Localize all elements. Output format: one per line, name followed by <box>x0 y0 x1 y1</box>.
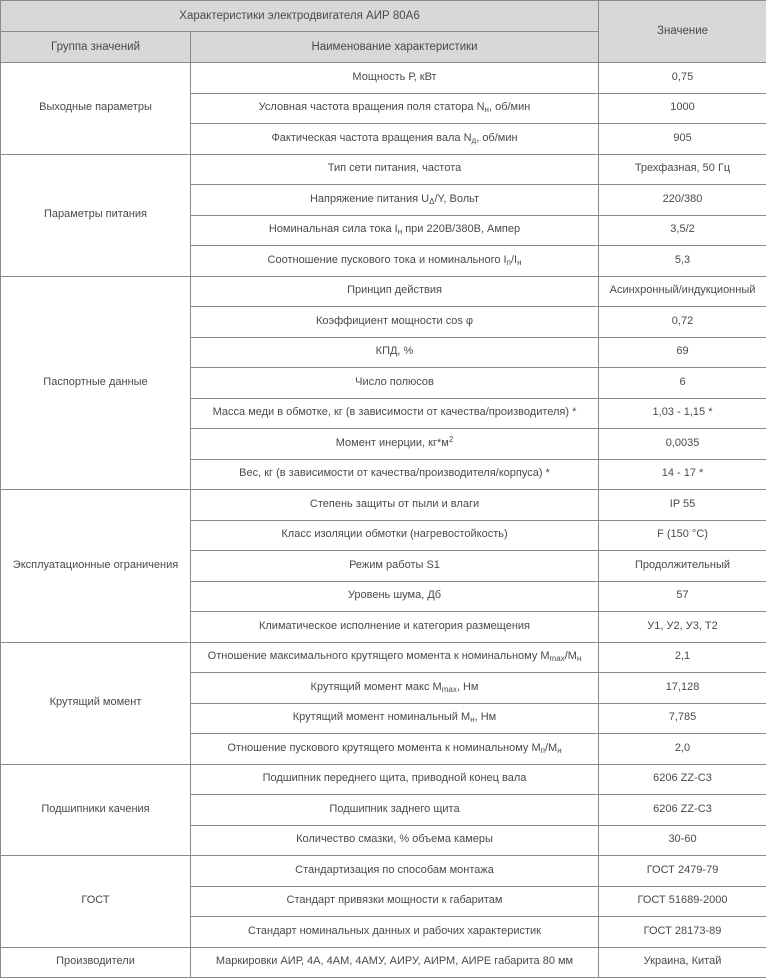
group-label: Параметры питания <box>1 154 191 276</box>
characteristic-name: Момент инерции, $кг*м^2$ <box>191 429 599 460</box>
characteristic-value: 6 <box>599 368 766 399</box>
characteristic-name: Подшипник переднего щита, приводной конец вала <box>191 764 599 795</box>
group-label: Производители <box>1 947 191 978</box>
characteristic-value: ГОСТ 2479-79 <box>599 856 766 887</box>
table-row <box>1 276 766 307</box>
table-row <box>1 856 766 887</box>
characteristic-value: ГОСТ 51689-2000 <box>599 886 766 917</box>
characteristic-value: 57 <box>599 581 766 612</box>
characteristic-value: 17,128 <box>599 673 766 704</box>
characteristic-value: 1000 <box>599 93 766 124</box>
characteristic-value: F (150 °C) <box>599 520 766 551</box>
table-row <box>1 764 766 795</box>
characteristic-name: Условная частота вращения поля статора $N_н$, об/мин <box>191 93 599 124</box>
characteristic-name: Стандарт привязки мощности к габаритам <box>191 886 599 917</box>
group-label: Эксплуатационные ограничения <box>1 490 191 643</box>
characteristic-name: КПД, % <box>191 337 599 368</box>
characteristic-value: 30-60 <box>599 825 766 856</box>
characteristic-value: Продолжительный <box>599 551 766 582</box>
characteristic-value: 220/380 <box>599 185 766 216</box>
characteristic-value: 2,0 <box>599 734 766 765</box>
characteristic-name: Отношение пускового крутящего момента к номинальному $M_п/M_н$ <box>191 734 599 765</box>
characteristic-name: Крутящий момент макс $M_{max}$, Нм <box>191 673 599 704</box>
group-label: Паспортные данные <box>1 276 191 490</box>
characteristic-value: 6206 ZZ-C3 <box>599 764 766 795</box>
characteristic-value: 69 <box>599 337 766 368</box>
characteristic-value: 0,72 <box>599 307 766 338</box>
characteristic-value: 1,03 - 1,15 * <box>599 398 766 429</box>
characteristic-value: 2,1 <box>599 642 766 673</box>
characteristic-value: 905 <box>599 124 766 155</box>
characteristic-name: Подшипник заднего щита <box>191 795 599 826</box>
characteristic-name: Фактическая частота вращения вала $N_д$, об/мин <box>191 124 599 155</box>
characteristic-name: Количество смазки, % объема камеры <box>191 825 599 856</box>
characteristic-name: Отношение максимального крутящего момента к номинальному $M_{max}/M_н$ <box>191 642 599 673</box>
characteristic-name: Соотношение пускового тока и номинального $I_п/I_н$ <box>191 246 599 277</box>
characteristic-value: Трехфазная, 50 Гц <box>599 154 766 185</box>
characteristic-name: Крутящий момент номинальный $M_н$, Нм <box>191 703 599 734</box>
characteristic-name: Вес, кг (в зависимости от качества/производителя/корпуса) * <box>191 459 599 490</box>
characteristic-name: Мощность Р, кВт <box>191 63 599 94</box>
characteristic-name: Масса меди в обмотке, кг (в зависимости от качества/производителя) * <box>191 398 599 429</box>
characteristic-value: 6206 ZZ-C3 <box>599 795 766 826</box>
characteristic-name: Принцип действия <box>191 276 599 307</box>
characteristic-name: Стандарт номинальных данных и рабочих характеристик <box>191 917 599 948</box>
characteristic-name: Класс изоляции обмотки (нагревостойкость) <box>191 520 599 551</box>
characteristic-name: Уровень шума, Дб <box>191 581 599 612</box>
characteristic-value: IP 55 <box>599 490 766 521</box>
characteristic-value: Асинхронный/индукционный <box>599 276 766 307</box>
group-label: Подшипники качения <box>1 764 191 856</box>
column-header-group: Группа значений <box>1 32 191 63</box>
table-row <box>1 154 766 185</box>
column-header-value: Значение <box>599 1 766 63</box>
characteristic-value: 0,75 <box>599 63 766 94</box>
characteristic-value: 7,785 <box>599 703 766 734</box>
table-row <box>1 63 766 94</box>
characteristic-name: Число полюсов <box>191 368 599 399</box>
characteristic-name: Климатическое исполнение и категория размещения <box>191 612 599 643</box>
column-header-name: Наименование характеристики <box>191 32 599 63</box>
group-label: Выходные параметры <box>1 63 191 155</box>
characteristic-value: 5,3 <box>599 246 766 277</box>
table-row <box>1 947 766 978</box>
characteristic-name: Степень защиты от пыли и влаги <box>191 490 599 521</box>
characteristic-name: Тип сети питания, частота <box>191 154 599 185</box>
table-row <box>1 490 766 521</box>
table-row <box>1 642 766 673</box>
group-label: Крутящий момент <box>1 642 191 764</box>
table-title: Характеристики электродвигателя АИР 80А6 <box>1 1 599 32</box>
table-header <box>1 1 766 63</box>
characteristic-value: 0,0035 <box>599 429 766 460</box>
characteristic-name: Маркировки АИР, 4А, 4АМ, 4АМУ, АИРУ, АИРМ, АИРЕ габарита 80 мм <box>191 947 599 978</box>
characteristic-name: Стандартизация по способам монтажа <box>191 856 599 887</box>
characteristic-name: Режим работы S1 <box>191 551 599 582</box>
characteristic-value: Украина, Китай <box>599 947 766 978</box>
characteristic-name: Коэффициент мощности cos φ <box>191 307 599 338</box>
characteristic-name: Номинальная сила тока $I_н$ при 220В/380В, Ампер <box>191 215 599 246</box>
characteristic-value: 3,5/2 <box>599 215 766 246</box>
characteristic-name: Напряжение питания $U_\Delta/Y$, Вольт <box>191 185 599 216</box>
characteristic-value: 14 - 17 * <box>599 459 766 490</box>
characteristic-value: У1, У2, У3, Т2 <box>599 612 766 643</box>
group-label: ГОСТ <box>1 856 191 948</box>
characteristic-value: ГОСТ 28173-89 <box>599 917 766 948</box>
table-body <box>1 63 766 978</box>
